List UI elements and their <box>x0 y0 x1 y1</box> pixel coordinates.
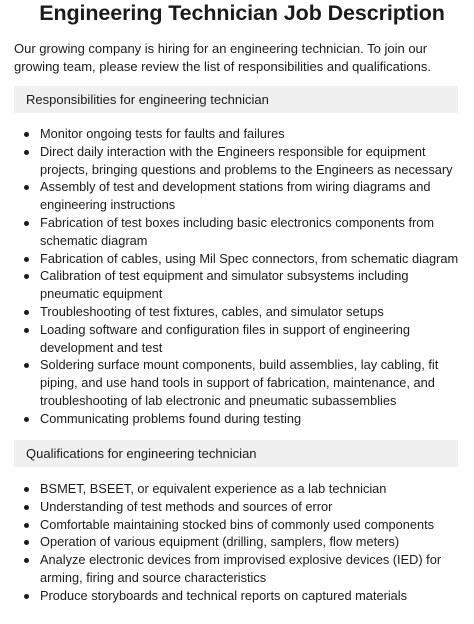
qualifications-list <box>22 480 462 605</box>
qualifications-header: Qualifications for engineering technician <box>14 440 458 467</box>
responsibility-item: Fabrication of test boxes including basic electronics components from schematic diagram <box>22 214 462 250</box>
responsibility-item: Assembly of test and development stations from wiring diagrams and engineering instructions <box>22 178 462 214</box>
page-title: Engineering Technician Job Description <box>39 1 445 25</box>
qualification-item: Operation of various equipment (drilling, samplers, flow meters) <box>22 533 462 551</box>
responsibility-item: Loading software and configuration files in support of engineering development and test <box>22 321 462 357</box>
responsibilities-header: Responsibilities for engineering technician <box>14 86 458 113</box>
qualification-item: Comfortable maintaining stocked bins of commonly used components <box>22 516 462 534</box>
qualification-item: BSMET, BSEET, or equivalent experience as a lab technician <box>22 480 462 498</box>
qualification-item: Understanding of test methods and sources of error <box>22 498 462 516</box>
responsibility-item: Troubleshooting of test fixtures, cables, and simulator setups <box>22 303 462 321</box>
responsibility-item: Soldering surface mount components, build assemblies, lay cabling, fit piping, and use hand tools in support of fabrication, maintenance, and troubleshooting of lab electronic and pneumatic subassemblies <box>22 356 462 409</box>
responsibility-item: Calibration of test equipment and simulator subsystems including pneumatic equipment <box>22 267 462 303</box>
responsibility-item: Direct daily interaction with the Engineers responsible for equipment projects, bringing questions and problems to the Engineers as necessary <box>22 143 462 179</box>
qualification-item: Produce storyboards and technical reports on captured materials <box>22 587 462 605</box>
responsibility-item: Monitor ongoing tests for faults and failures <box>22 125 462 143</box>
intro-paragraph: Our growing company is hiring for an engineering technician. To join our growing team, please review the list of responsibilities and qualifications. <box>14 41 431 74</box>
responsibility-item: Fabrication of cables, using Mil Spec connectors, from schematic diagram <box>22 250 462 268</box>
qualification-item: Analyze electronic devices from improvised explosive devices (IED) for arming, firing and source characteristics <box>22 551 462 587</box>
responsibilities-list <box>22 125 462 428</box>
responsibility-item: Communicating problems found during testing <box>22 410 462 428</box>
